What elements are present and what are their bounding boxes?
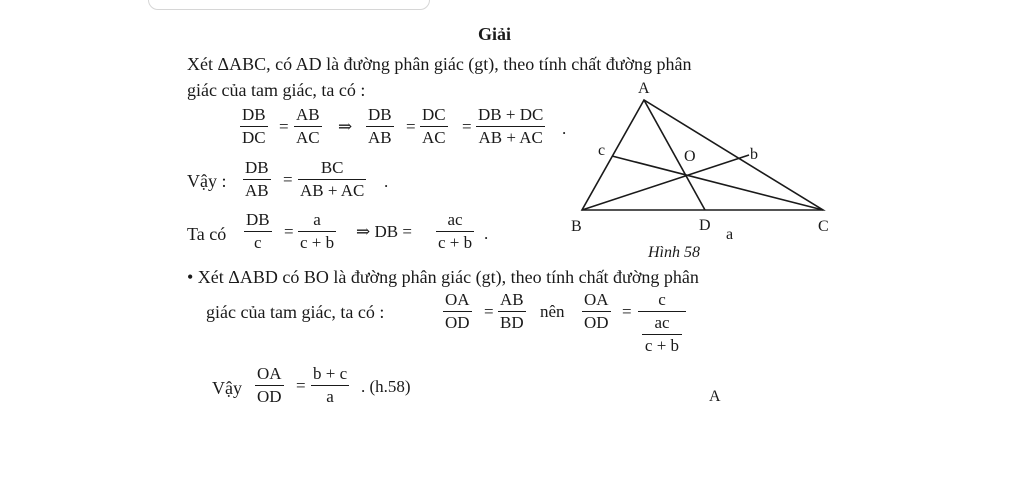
fraction: DB AB xyxy=(245,158,269,200)
fraction: DC AC xyxy=(422,105,446,147)
fraction: AB AC xyxy=(296,105,320,147)
bisector-b xyxy=(582,155,749,210)
fraction: b + c a xyxy=(313,364,348,406)
period: . xyxy=(562,119,567,138)
vay-label-2: Vậy xyxy=(212,378,242,398)
ta-co-label: Ta có xyxy=(187,224,227,244)
para1-line2: giác của tam giác, ta có : xyxy=(187,80,366,100)
triangle-abc xyxy=(582,100,823,210)
bisector-ad xyxy=(644,100,705,210)
fraction: AB BD xyxy=(500,290,524,332)
label-o: O xyxy=(684,148,696,165)
reference-h58: . (h.58) xyxy=(361,377,411,396)
implies-db: ⇒ DB = xyxy=(356,222,412,241)
fraction: OA OD xyxy=(445,290,470,332)
label-a: A xyxy=(638,80,650,97)
para1-line1: Xét ΔABC, có AD là đường phân giác (gt), theo tính chất đường phân xyxy=(187,54,692,74)
equals-sign: = xyxy=(622,302,632,321)
equals-sign: = xyxy=(283,170,293,189)
label-side-c: c xyxy=(598,142,606,159)
equals-sign: = xyxy=(279,117,289,136)
label-c: C xyxy=(818,218,829,235)
label-side-b: b xyxy=(750,146,758,163)
fraction: DB AB xyxy=(368,105,392,147)
vay-label: Vậy : xyxy=(187,171,227,191)
equals-sign: = xyxy=(296,376,306,395)
figure-caption: Hình 58 xyxy=(648,244,700,261)
para2-line1: • Xét ΔABD có BO là đường phân giác (gt), theo tính chất đường phân xyxy=(187,267,699,287)
bisector-c xyxy=(612,156,823,210)
inner-fraction: $\frac{ac}{c + b}$ xyxy=(642,313,682,356)
fraction: DB DC xyxy=(242,105,266,147)
implies-arrow: ⇒ xyxy=(338,117,353,136)
label-d: D xyxy=(699,217,711,234)
period: . xyxy=(384,172,389,191)
solution-title: Giải xyxy=(478,24,512,44)
period: . xyxy=(484,224,489,243)
equals-sign: = xyxy=(462,117,472,136)
fraction: DB c xyxy=(246,210,270,252)
label-side-a: a xyxy=(726,226,734,243)
equals-sign: = xyxy=(284,222,294,241)
nen-word: nên xyxy=(540,302,565,321)
compound-fraction: c $\frac{ac}{c + b}$ xyxy=(638,290,686,356)
fraction: ac c + b xyxy=(438,210,473,252)
fraction: OA OD xyxy=(257,364,282,406)
equals-sign: = xyxy=(406,117,416,136)
fraction: a c + b xyxy=(300,210,335,252)
para2-line2: giác của tam giác, ta có : xyxy=(206,302,385,322)
stray-label-a: A xyxy=(709,388,721,405)
label-b: B xyxy=(571,218,582,235)
fraction: DB + DC AB + AC xyxy=(478,105,544,147)
fraction: BC AB + AC xyxy=(300,158,365,200)
equals-sign: = xyxy=(484,302,494,321)
fraction: OA OD xyxy=(584,290,609,332)
